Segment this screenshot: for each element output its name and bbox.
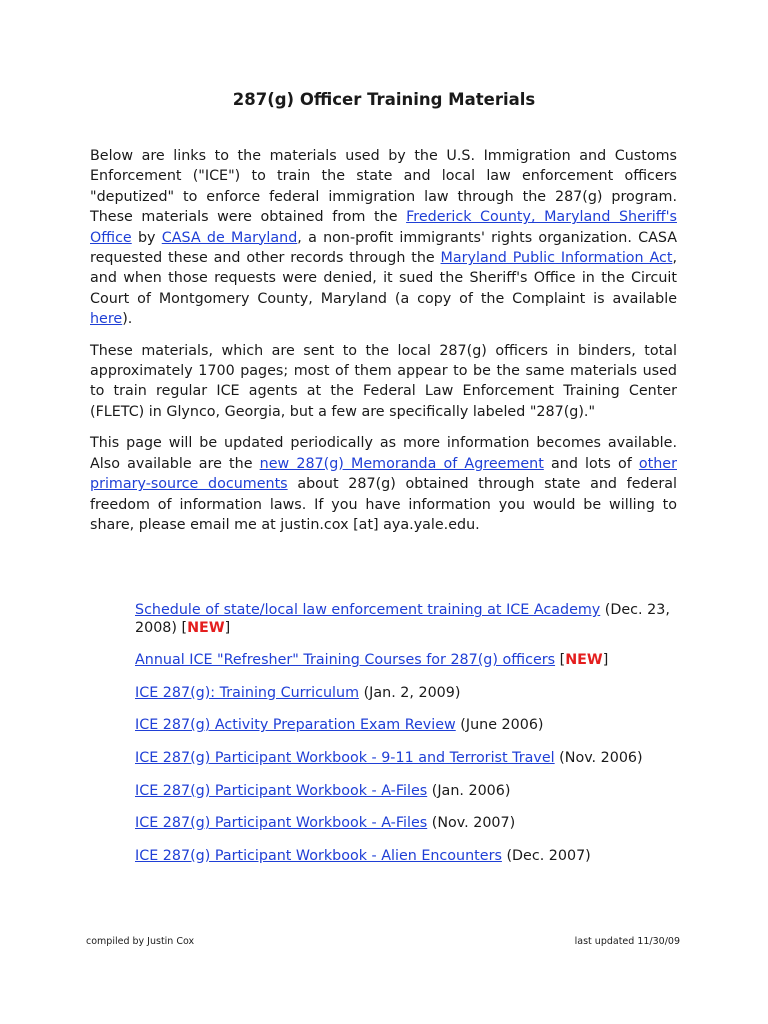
link-frederick-county-sheriff[interactable]: Frederick County, Maryland Sheriff's Office — [90, 209, 677, 246]
list-item-detail: (Nov. 2006) — [554, 749, 643, 766]
list-item-detail: (June 2006) — [455, 717, 544, 734]
list-item-bracket: ] — [602, 652, 609, 669]
link-training-curriculum[interactable]: ICE 287(g): Training Curriculum — [135, 684, 360, 701]
intro-section — [90, 146, 677, 546]
intro-p1-text-2: by — [131, 229, 162, 246]
intro-p1-text-4: , and when those requests were denied, it sued the Sheriff's Office in the Circuit Court of Montgomery County, Maryland (a copy of the Complaint is available — [90, 250, 677, 307]
list-item-detail: (Jan. 2, 2009) — [359, 684, 461, 701]
link-primary-source-documents[interactable]: other primary-source documents — [90, 455, 677, 493]
intro-paragraph-2: These materials, which are sent to the local 287(g) officers in binders, total approximately 1700 pages; most of them appear to be the same materials used to train regular ICE agents at the Federal Law Enforcement Training Center (FLETC) in Glynco, Georgia, but a few are specifically labeled "287(g)." — [90, 342, 677, 420]
list-item — [135, 602, 680, 637]
link-activity-preparation-exam-review[interactable]: ICE 287(g) Activity Preparation Exam Review — [135, 717, 456, 734]
new-badge: NEW — [565, 652, 603, 669]
list-item-detail: (Nov. 2007) — [427, 815, 516, 832]
intro-p1-text-5: ). — [122, 311, 133, 328]
link-workbook-a-files-2006[interactable]: ICE 287(g) Participant Workbook - A-Files — [135, 782, 428, 799]
link-refresher-training-courses[interactable]: Annual ICE "Refresher" Training Courses for 287(g) officers — [135, 652, 556, 669]
intro-p3-text-3: about 287(g) obtained through state and federal freedom of information laws. If you have information you would be willing to share, please email me at justin.cox [at] aya.yale.edu. — [90, 476, 677, 533]
list-item — [135, 717, 680, 735]
list-item — [135, 685, 680, 703]
new-badge: NEW — [187, 619, 225, 636]
page-title: 287(g) Officer Training Materials — [232, 90, 536, 109]
intro-p3-text-1: This page will be updated periodically as more information becomes available. Also available are the — [90, 435, 677, 472]
link-maryland-public-information-act[interactable]: Maryland Public Information Act — [440, 250, 673, 267]
link-workbook-terrorist-travel[interactable]: ICE 287(g) Participant Workbook - 9-11 and Terrorist Travel — [135, 749, 555, 766]
list-item-detail: (Jan. 2006) — [427, 782, 511, 799]
list-item — [135, 783, 680, 801]
list-item — [135, 652, 680, 670]
footer-compiled-by: compiled by Justin Cox — [86, 936, 195, 947]
footer-last-updated: last updated 11/30/09 — [574, 936, 680, 947]
list-item — [135, 815, 680, 833]
list-item — [135, 848, 680, 866]
intro-p1-text-1: Below are links to the materials used by the U.S. Immigration and Customs Enforcement ("ICE") to train the state and local law enforcement officers "deputized" to enforce federal immigration law through the 287(g) program. These materials were obtained from the — [90, 148, 677, 226]
link-casa-de-maryland[interactable]: CASA de Maryland — [161, 229, 298, 246]
intro-paragraph-3 — [90, 433, 677, 535]
intro-paragraph-1 — [90, 146, 677, 330]
list-item-detail: (Dec. 23, 2008) [ — [135, 602, 670, 636]
list-item-detail: [ — [555, 652, 566, 669]
list-item — [135, 750, 680, 768]
link-ice-academy-schedule[interactable]: Schedule of state/local law enforcement training at ICE Academy — [135, 602, 601, 618]
materials-link-list — [135, 602, 680, 880]
link-workbook-a-files-2007[interactable]: ICE 287(g) Participant Workbook - A-Files — [135, 815, 428, 832]
list-item-bracket: ] — [224, 619, 231, 636]
link-memoranda-of-agreement[interactable]: new 287(g) Memoranda of Agreement — [259, 455, 544, 472]
intro-p3-text-2: and lots of — [543, 455, 639, 472]
intro-p1-text-3: , a non-profit immigrants' rights organization. CASA requested these and other records through the — [90, 229, 677, 267]
link-workbook-alien-encounters[interactable]: ICE 287(g) Participant Workbook - Alien Encounters — [135, 847, 502, 864]
link-complaint-here[interactable]: here — [90, 311, 123, 328]
list-item-detail: (Dec. 2007) — [501, 847, 591, 864]
